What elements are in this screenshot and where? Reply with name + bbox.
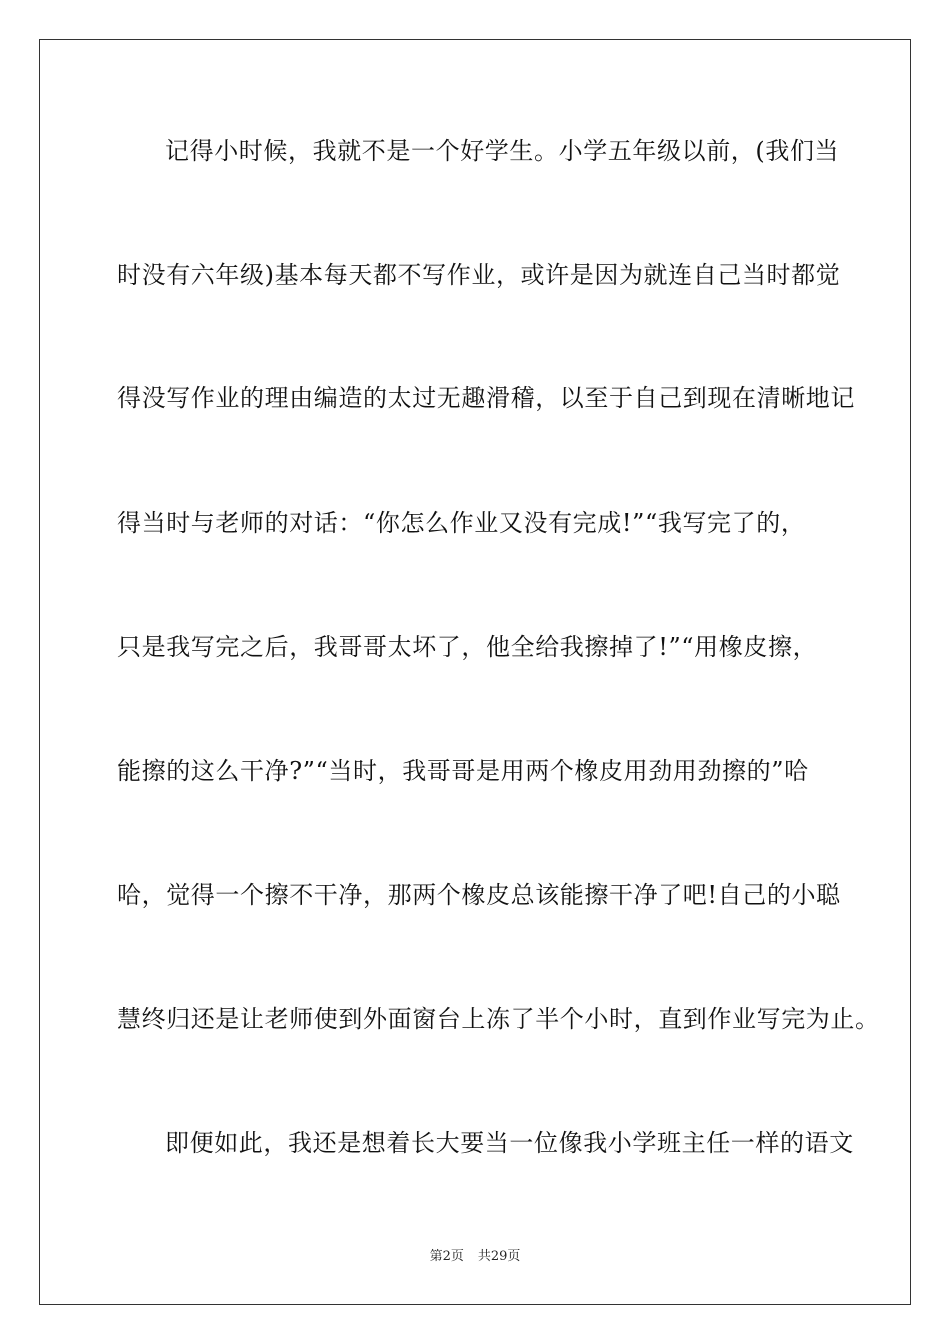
paragraph-line-5: 只是我写完之后，我哥哥太坏了，他全给我擦掉了!”“用橡皮擦， bbox=[117, 633, 818, 661]
paragraph-line-3: 得没写作业的理由编造的太过无趣滑稽，以至于自己到现在清晰地记 bbox=[117, 384, 855, 412]
page-number: 第2页 bbox=[429, 1249, 464, 1264]
paragraph-line-6: 能擦的这么干净?”“当时，我哥哥是用两个橡皮用劲用劲擦的”哈 bbox=[117, 757, 809, 785]
page-border bbox=[39, 39, 911, 1305]
paragraph-line-4: 得当时与老师的对话：“你怎么作业又没有完成!”“我写完了的， bbox=[117, 509, 806, 537]
page-total: 共29页 bbox=[477, 1249, 521, 1264]
paragraph-line-1: 记得小时候，我就不是一个好学生。小学五年级以前，(我们当 bbox=[165, 137, 840, 165]
paragraph-line-7: 哈，觉得一个擦不干净，那两个橡皮总该能擦干净了吧!自己的小聪 bbox=[117, 881, 841, 909]
paragraph-line-2: 时没有六年级)基本每天都不写作业，或许是因为就连自己当时都觉 bbox=[117, 261, 841, 289]
paragraph-line-9: 即便如此，我还是想着长大要当一位像我小学班主任一样的语文 bbox=[165, 1129, 854, 1157]
page-footer bbox=[0, 1248, 950, 1266]
paragraph-line-8: 慧终归还是让老师使到外面窗台上冻了半个小时，直到作业写完为止。 bbox=[117, 1005, 880, 1033]
